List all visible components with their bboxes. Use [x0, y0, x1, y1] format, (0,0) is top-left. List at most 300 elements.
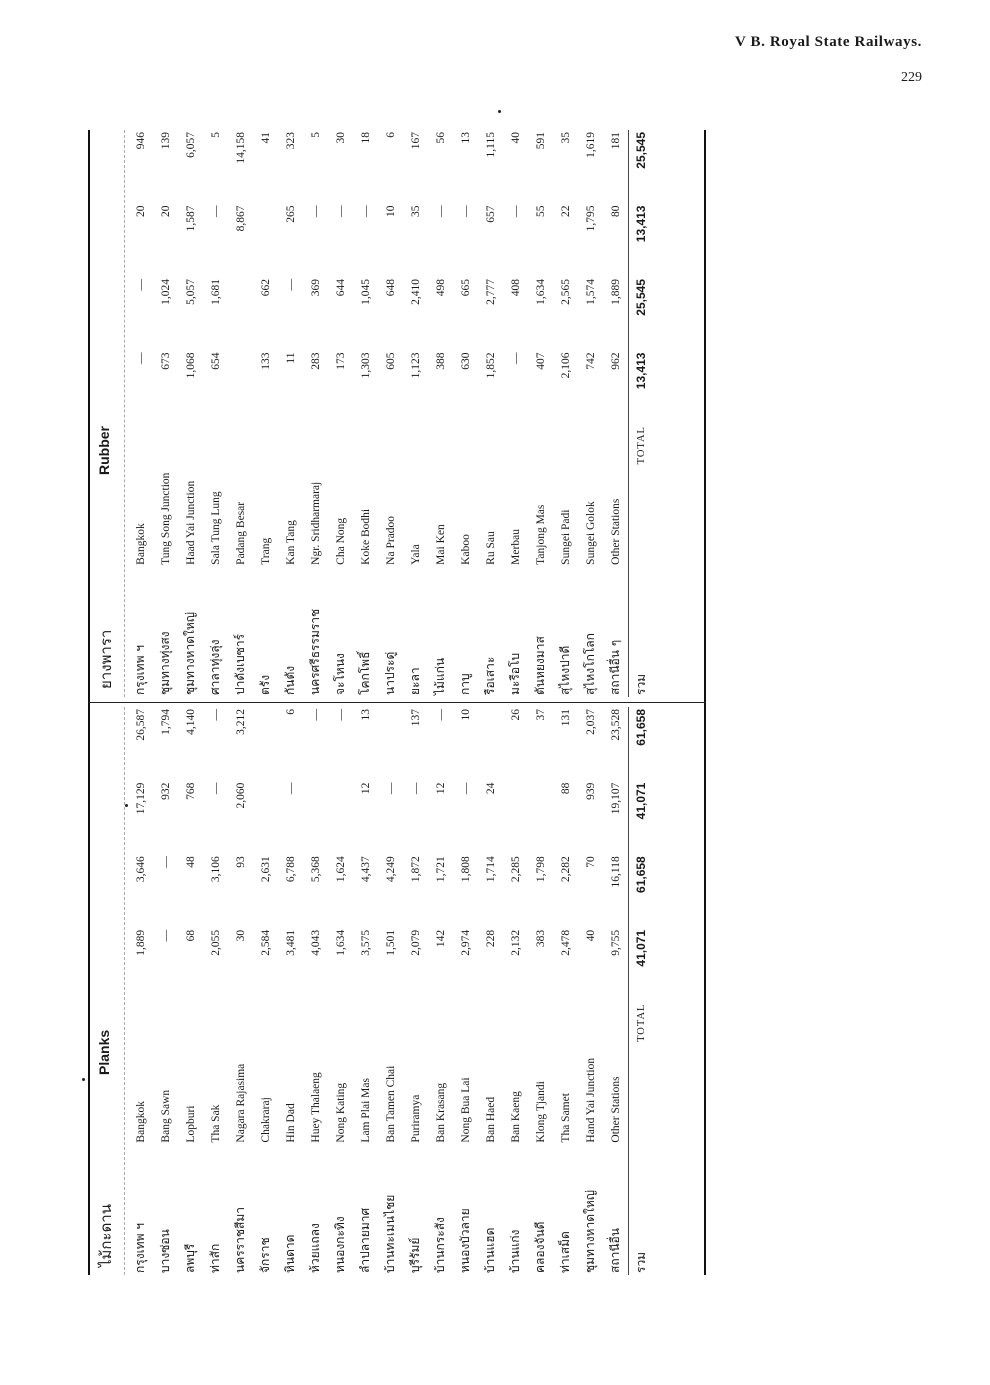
station-name-cell: Klong Tjandi — [534, 1081, 547, 1143]
value-cell: 323 — [284, 132, 297, 150]
value-cell: 9,755 — [609, 929, 622, 956]
print-speck — [125, 804, 128, 807]
table-row — [478, 130, 503, 697]
value-cell: 383 — [534, 929, 547, 948]
station-name-cell: Sungei Golok — [584, 501, 597, 565]
value-cell: 3,575 — [359, 929, 372, 956]
value-cell: 1,634 — [334, 929, 347, 956]
station-thai-cell: บ้านทะเมนไชย — [383, 1194, 397, 1273]
station-thai-cell: ตรัง — [258, 674, 272, 695]
planks-table — [128, 707, 653, 1275]
table-row — [178, 130, 203, 697]
table-row — [178, 707, 203, 1275]
value-cell: 605 — [384, 352, 397, 370]
table-row — [328, 707, 353, 1275]
station-thai-cell: บางซ่อน — [158, 1229, 172, 1273]
table-row — [353, 707, 378, 1275]
value-cell: 139 — [159, 132, 172, 150]
section-divider — [88, 702, 706, 703]
total-value-cell: 25,545 — [629, 130, 654, 204]
table-row — [403, 707, 428, 1275]
value-cell: 654 — [209, 352, 222, 370]
print-speck — [498, 110, 501, 113]
value-cell — [253, 781, 278, 855]
value-cell: 4,140 — [184, 709, 197, 735]
table-row — [553, 707, 578, 1275]
value-cell: 1,123 — [409, 352, 422, 379]
value-cell: 1,024 — [159, 279, 172, 305]
value-cell: 662 — [259, 279, 272, 297]
table-row — [253, 707, 278, 1275]
station-thai-cell: สถานีอื่น — [608, 1228, 622, 1273]
value-cell: 648 — [384, 279, 397, 297]
value-cell: 2,584 — [259, 929, 272, 956]
value-cell: 20 — [134, 205, 147, 218]
value-cell: — — [334, 205, 347, 218]
station-name-cell: Nong Bua Lai — [459, 1077, 472, 1143]
value-cell: 2,974 — [459, 929, 472, 956]
value-cell: 23,528 — [609, 709, 622, 741]
station-name-cell: Merbau — [509, 529, 522, 565]
value-cell: 673 — [159, 352, 172, 370]
value-cell: — — [409, 782, 422, 795]
table-row — [453, 130, 478, 697]
station-name-cell: Ru Sau — [484, 531, 497, 565]
value-cell: 6,788 — [284, 856, 297, 883]
total-value-cell: 61,658 — [629, 854, 654, 928]
station-thai-cell: หนองบัวลาย — [458, 1208, 472, 1273]
station-thai-cell: ลพบุรี — [183, 1243, 197, 1273]
value-cell: 1,303 — [359, 352, 372, 379]
value-cell: 768 — [184, 782, 197, 800]
value-cell: 88 — [559, 782, 572, 795]
table-row — [603, 130, 629, 697]
value-cell — [303, 781, 328, 855]
value-cell: 181 — [609, 132, 622, 150]
value-cell: 37 — [534, 709, 547, 721]
value-cell: 644 — [334, 279, 347, 297]
total-value-cell: 61,658 — [629, 707, 654, 781]
value-cell: 12 — [434, 782, 447, 795]
value-cell: 1,798 — [534, 856, 547, 883]
value-cell: 20 — [159, 205, 172, 218]
value-cell: 2,631 — [259, 856, 272, 883]
value-cell: 1,714 — [484, 856, 497, 883]
total-row — [629, 707, 654, 1275]
running-head: V B. Royal State Railways. — [735, 34, 922, 50]
station-thai-cell: หินดาด — [283, 1234, 297, 1273]
value-cell: 742 — [584, 352, 597, 370]
value-cell: 70 — [584, 856, 597, 868]
station-name-cell: Sala Tung Lung — [209, 491, 222, 565]
table-row — [428, 707, 453, 1275]
station-thai-cell: นาประดู่ — [383, 651, 397, 695]
station-thai-cell: ปาดังเบซาร์ — [233, 633, 247, 695]
table-row — [353, 130, 378, 697]
station-name-cell: Yala — [409, 544, 422, 565]
table-row — [378, 130, 403, 697]
value-cell: 657 — [484, 205, 497, 223]
value-cell — [228, 277, 253, 351]
value-cell: — — [209, 709, 222, 721]
value-cell: 22 — [559, 205, 572, 218]
value-cell: 4,249 — [384, 856, 397, 883]
planks-title: Planks — [96, 1029, 112, 1075]
value-cell: — — [359, 205, 372, 218]
value-cell: — — [209, 205, 222, 218]
table-row — [478, 707, 503, 1275]
value-cell: 2,106 — [559, 352, 572, 379]
value-cell: 41 — [259, 132, 272, 144]
value-cell: 1,068 — [184, 352, 197, 379]
value-cell: 932 — [159, 782, 172, 800]
station-thai-cell: ชุมทางทุ่งสง — [158, 631, 172, 695]
table-row — [303, 130, 328, 697]
table-row — [578, 130, 603, 697]
value-cell: 1,045 — [359, 279, 372, 305]
value-cell: 388 — [434, 352, 447, 370]
station-thai-cell: ไม้แก่น — [433, 657, 447, 695]
value-cell: 133 — [259, 352, 272, 370]
value-cell — [378, 707, 403, 781]
value-cell: 137 — [409, 709, 422, 727]
value-cell: 1,115 — [484, 132, 497, 158]
station-name-cell: Tanjong Mas — [534, 504, 547, 565]
value-cell: 6,057 — [184, 132, 197, 158]
value-cell: 26,587 — [134, 709, 147, 741]
table-row — [528, 130, 553, 697]
table-row — [278, 707, 303, 1275]
station-name-cell: Haad Yai Junction — [184, 480, 197, 565]
rubber-thai-title: ยางพารา — [97, 629, 115, 689]
value-cell: 283 — [309, 352, 322, 370]
station-thai-cell: กาบู — [458, 673, 472, 695]
value-cell: 173 — [334, 352, 347, 370]
station-name-cell: Padang Besar — [234, 501, 247, 565]
value-cell: — — [309, 709, 322, 721]
station-thai-cell: หนองกะทิง — [333, 1216, 347, 1273]
value-cell: 14,158 — [234, 132, 247, 164]
value-cell: 1,794 — [159, 709, 172, 735]
value-cell: 13 — [359, 709, 372, 721]
value-cell: 30 — [334, 132, 347, 144]
value-cell: 2,060 — [234, 782, 247, 809]
value-cell: 2,055 — [209, 929, 222, 956]
value-cell: 1,808 — [459, 856, 472, 883]
station-name-cell: Ban Tamen Chai — [384, 1065, 397, 1143]
value-cell: 2,079 — [409, 929, 422, 956]
station-thai-cell: ลำปลายมาศ — [358, 1207, 372, 1273]
table-row — [228, 130, 253, 697]
table-row — [378, 707, 403, 1275]
station-name-cell: Other Stations — [609, 1076, 622, 1143]
value-cell: 80 — [609, 205, 622, 218]
value-cell: — — [134, 279, 147, 291]
rubber-title: Rubber — [96, 426, 112, 475]
value-cell — [328, 781, 353, 855]
value-cell: 11 — [284, 352, 297, 364]
station-name-cell: Hand Yai Junction — [584, 1057, 597, 1143]
value-cell: 8,867 — [234, 205, 247, 232]
table-row — [203, 707, 228, 1275]
value-cell: 4,043 — [309, 929, 322, 956]
total-station-thai-cell: รวม — [629, 567, 654, 697]
station-name-cell: Nagara Rajasima — [234, 1063, 247, 1143]
value-cell — [478, 707, 503, 781]
station-name-cell: Kan Tang — [284, 520, 297, 565]
table-row — [503, 130, 528, 697]
station-name-cell: Tha Samet — [559, 1093, 572, 1143]
rubber-table — [128, 130, 653, 697]
rubber-section — [88, 130, 706, 697]
page-number: 229 — [901, 70, 922, 85]
value-cell: 2,565 — [559, 279, 572, 305]
station-name-cell: Hin Dad — [284, 1103, 297, 1143]
value-cell: 1,721 — [434, 856, 447, 883]
value-cell: 1,501 — [384, 929, 397, 956]
header-rule — [124, 130, 125, 697]
value-cell: 18 — [359, 132, 372, 144]
table-row — [203, 130, 228, 697]
table-row — [128, 130, 153, 697]
value-cell: — — [459, 205, 472, 218]
station-thai-cell: กรุงเทพ ฯ — [133, 644, 147, 695]
total-row — [629, 130, 654, 697]
total-station-name-cell: TOTAL — [629, 424, 654, 567]
station-name-cell: Sungei Padi — [559, 509, 572, 565]
value-cell: — — [209, 782, 222, 795]
value-cell: 40 — [584, 929, 597, 942]
table-row — [503, 707, 528, 1275]
station-name-cell: Tha Sak — [209, 1104, 222, 1143]
table-row — [228, 707, 253, 1275]
station-thai-cell: บ้านกระสัง — [433, 1217, 447, 1273]
value-cell: 4,437 — [359, 856, 372, 883]
value-cell: — — [309, 205, 322, 218]
station-thai-cell: รือเสาะ — [483, 656, 497, 695]
value-cell: — — [284, 279, 297, 291]
value-cell: 1,889 — [609, 279, 622, 305]
station-name-cell: Kaboo — [459, 534, 472, 565]
header-rule — [124, 707, 125, 1275]
value-cell: — — [284, 782, 297, 795]
value-cell: 630 — [459, 352, 472, 370]
station-name-cell: Puriramya — [409, 1094, 422, 1143]
value-cell: 2,777 — [484, 279, 497, 305]
total-value-cell: 13,413 — [629, 351, 654, 425]
value-cell — [228, 351, 253, 425]
value-cell: 10 — [459, 709, 472, 721]
table-row — [603, 707, 629, 1275]
table-row — [528, 707, 553, 1275]
value-cell: 408 — [509, 279, 522, 297]
station-name-cell: Ngr. Sridharmaraj — [309, 481, 322, 565]
station-thai-cell: จักราช — [258, 1237, 272, 1273]
station-thai-cell: นครราชสีมา — [233, 1207, 247, 1273]
table-row — [328, 130, 353, 697]
value-cell — [528, 781, 553, 855]
value-cell: 24 — [484, 782, 497, 795]
value-cell: 2,282 — [559, 856, 572, 883]
station-thai-cell: ท่าสัก — [208, 1243, 222, 1273]
value-cell: 1,852 — [484, 352, 497, 379]
value-cell: 10 — [384, 205, 397, 218]
value-cell: 30 — [234, 929, 247, 942]
value-cell: — — [334, 709, 347, 721]
station-thai-cell: บ้านแก่ง — [508, 1229, 522, 1273]
value-cell: 1,795 — [584, 205, 597, 232]
value-cell: 1,872 — [409, 856, 422, 883]
print-speck — [82, 1078, 85, 1081]
station-name-cell: Mai Ken — [434, 524, 447, 565]
total-station-thai-cell: รวม — [629, 1145, 654, 1275]
station-name-cell: Bangkok — [134, 1101, 147, 1143]
station-thai-cell: ยะลา — [408, 667, 422, 695]
value-cell: 19,107 — [609, 782, 622, 815]
station-name-cell: Koke Bodhi — [359, 508, 372, 565]
value-cell: — — [509, 205, 522, 218]
value-cell: 5 — [209, 132, 222, 138]
station-name-cell: Other Stations — [609, 498, 622, 565]
value-cell: 2,285 — [509, 856, 522, 883]
station-thai-cell: จะโหนง — [333, 653, 347, 695]
station-name-cell: Lopburi — [184, 1105, 197, 1143]
station-name-cell: Chakraraj — [259, 1097, 272, 1143]
value-cell: 93 — [234, 856, 247, 868]
station-thai-cell: กันตัง — [283, 665, 297, 695]
value-cell: 1,681 — [209, 279, 222, 305]
value-cell: 5,057 — [184, 279, 197, 305]
value-cell: 68 — [184, 929, 197, 942]
value-cell: 12 — [359, 782, 372, 795]
value-cell: 3,481 — [284, 929, 297, 956]
total-value-cell: 41,071 — [629, 928, 654, 1002]
value-cell: — — [159, 929, 172, 942]
value-cell: 35 — [559, 132, 572, 144]
value-cell: 2,037 — [584, 709, 597, 735]
value-cell: 1,889 — [134, 929, 147, 956]
value-cell: — — [509, 352, 522, 365]
planks-thai-title: ไม้กะดาน — [97, 1204, 115, 1267]
station-name-cell: Cha Nong — [334, 517, 347, 565]
station-name-cell: Tung Song Junction — [159, 472, 172, 565]
value-cell: 131 — [559, 709, 572, 727]
value-cell: — — [459, 782, 472, 795]
station-thai-cell: บ้านแฮด — [483, 1227, 497, 1273]
value-cell: 1,619 — [584, 132, 597, 158]
station-name-cell: Lam Plai Mas — [359, 1078, 372, 1143]
value-cell: 498 — [434, 279, 447, 297]
value-cell — [253, 707, 278, 781]
total-station-name-cell: TOTAL — [629, 1002, 654, 1145]
table-row — [153, 130, 178, 697]
value-cell: 369 — [309, 279, 322, 297]
station-name-cell: Huey Thalaeng — [309, 1072, 322, 1143]
value-cell: 3,106 — [209, 856, 222, 883]
table-row — [128, 707, 153, 1275]
value-cell: 16,118 — [609, 856, 622, 888]
station-name-cell: Na Pradoo — [384, 515, 397, 565]
value-cell: 35 — [409, 205, 422, 218]
table-row — [303, 707, 328, 1275]
value-cell: 2,478 — [559, 929, 572, 956]
value-cell: 946 — [134, 132, 147, 150]
station-name-cell: Bang Sawn — [159, 1089, 172, 1143]
table-row — [578, 707, 603, 1275]
table-row — [403, 130, 428, 697]
table-row — [553, 130, 578, 697]
value-cell: — — [159, 856, 172, 868]
table-row — [428, 130, 453, 697]
value-cell: 265 — [284, 205, 297, 223]
table-row — [153, 707, 178, 1275]
total-value-cell: 41,071 — [629, 781, 654, 855]
table-row — [278, 130, 303, 697]
value-cell: 1,587 — [184, 205, 197, 232]
station-thai-cell: ชุมทางหาดใหญ่ — [183, 612, 197, 695]
value-cell: 407 — [534, 352, 547, 370]
station-name-cell: Ban Krasang — [434, 1082, 447, 1143]
table-row — [453, 707, 478, 1275]
value-cell: 962 — [609, 352, 622, 370]
value-cell: 48 — [184, 856, 197, 868]
station-thai-cell: สุไหงโกโลก — [583, 633, 597, 695]
total-value-cell: 25,545 — [629, 277, 654, 351]
value-cell: 665 — [459, 279, 472, 297]
value-cell: 26 — [509, 709, 522, 721]
station-thai-cell: ตันหยงมาส — [533, 636, 547, 695]
station-thai-cell: สถานีอื่น ๆ — [608, 639, 622, 695]
station-thai-cell: กรุงเทพ ฯ — [133, 1222, 147, 1273]
station-thai-cell: ชุมทางหาดใหญ่ — [583, 1190, 597, 1273]
value-cell: 591 — [534, 132, 547, 150]
value-cell: 5 — [309, 132, 322, 138]
station-thai-cell: คลองจันดี — [533, 1221, 547, 1273]
value-cell: 6 — [284, 709, 297, 715]
value-cell — [503, 781, 528, 855]
station-name-cell: Ban Kaeng — [509, 1091, 522, 1143]
value-cell: 13 — [459, 132, 472, 144]
station-thai-cell: ศาลาทุ่งลุ่ง — [208, 639, 222, 695]
planks-section — [88, 707, 706, 1275]
value-cell: 142 — [434, 929, 447, 948]
station-name-cell: Trang — [259, 537, 272, 565]
value-cell: 1,624 — [334, 856, 347, 883]
station-thai-cell: นครศรีธรรมราช — [308, 608, 322, 695]
total-value-cell: 13,413 — [629, 204, 654, 278]
value-cell: 3,212 — [234, 709, 247, 735]
value-cell: 6 — [384, 132, 397, 138]
station-name-cell: Ban Haed — [484, 1096, 497, 1143]
station-thai-cell: มะรือโบ — [508, 652, 522, 695]
station-thai-cell: โคกโพธิ์ — [358, 651, 372, 695]
station-thai-cell: ท่าเสม็ด — [558, 1231, 572, 1273]
value-cell: 56 — [434, 132, 447, 144]
value-cell: 2,132 — [509, 929, 522, 956]
value-cell: — — [434, 709, 447, 721]
value-cell: — — [134, 352, 147, 365]
value-cell: 2,410 — [409, 279, 422, 305]
value-cell: — — [384, 782, 397, 795]
value-cell — [253, 204, 278, 278]
value-cell: — — [434, 205, 447, 218]
table-row — [253, 130, 278, 697]
value-cell: 3,646 — [134, 856, 147, 883]
value-cell: 55 — [534, 205, 547, 218]
value-cell: 167 — [409, 132, 422, 150]
value-cell: 1,574 — [584, 279, 597, 305]
station-thai-cell: สุไหงปาดี — [558, 645, 572, 695]
